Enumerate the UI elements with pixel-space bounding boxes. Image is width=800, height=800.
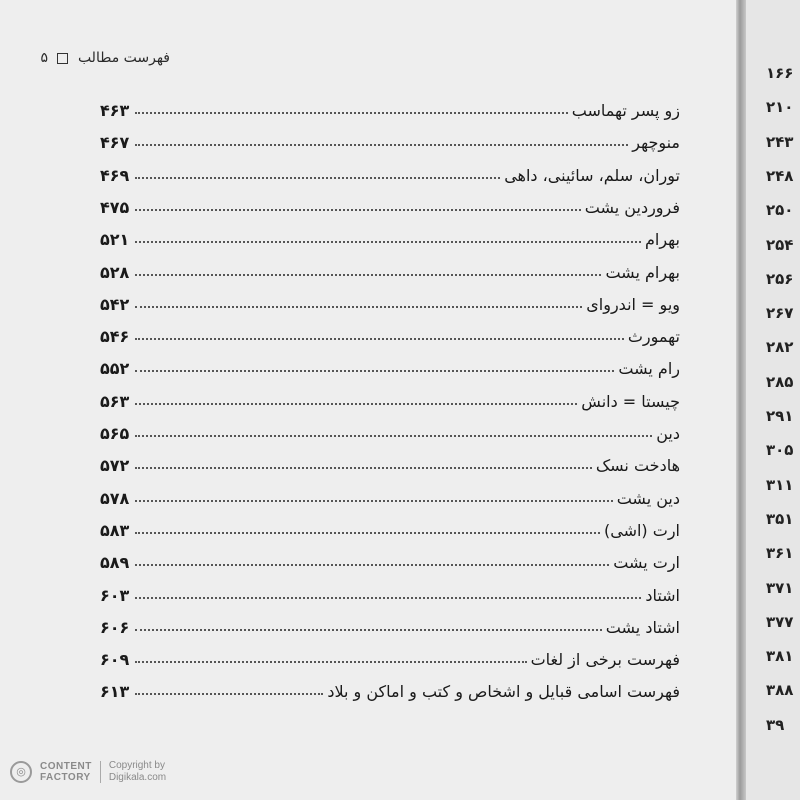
- toc-entry-title: زو پسر تهماسب: [571, 101, 680, 120]
- dot-leader: [135, 532, 600, 534]
- toc-entry: [100, 449, 680, 475]
- toc-entry: [100, 352, 680, 378]
- toc-entry-title: دین: [656, 424, 680, 443]
- toc-entry-page: ۴۶۳: [100, 101, 130, 120]
- toc-entry-page: ۵۲۱: [100, 230, 130, 250]
- toc-entry-title: ویو = اندروای: [586, 294, 680, 314]
- dot-leader: [135, 435, 652, 437]
- toc-entry-page: ۵۷۲: [100, 456, 130, 476]
- header-title: فهرست مطالب: [77, 50, 170, 66]
- facing-page-number: ۳۵۱: [766, 509, 794, 528]
- facing-page-number: ۲۴۸: [766, 166, 794, 185]
- facing-page: [746, 0, 800, 800]
- dot-leader: [135, 274, 601, 276]
- dot-leader: [135, 403, 577, 405]
- facing-page-number: ۳۹: [766, 715, 785, 734]
- toc-entry-page: ۶۰۳: [100, 585, 130, 605]
- toc-entry-page: ۵۶۵: [100, 424, 130, 443]
- toc-entry-title: بهرام یشت: [605, 262, 680, 282]
- toc-entry: [100, 288, 680, 314]
- book-spine: [736, 0, 746, 800]
- facing-page-number: ۲۸۵: [766, 372, 794, 391]
- toc-entry-page: ۵۸۳: [100, 520, 130, 540]
- dot-leader: [135, 306, 582, 308]
- watermark-divider: [100, 761, 101, 783]
- toc-entry-page: ۵۵۲: [100, 359, 130, 379]
- facing-page-number: ۳۱۱: [766, 475, 794, 494]
- toc-entry-title: فهرست اسامی قبایل و اشخاص و کتب و اماکن و بلاد: [327, 682, 680, 702]
- dot-leader: [135, 597, 641, 599]
- toc-entry-title: تهمورث: [627, 327, 680, 347]
- dot-leader: [135, 564, 609, 566]
- toc-entry: [100, 126, 680, 152]
- toc-entry: [100, 191, 680, 217]
- toc-entry-title: اشتاد یشت: [605, 617, 680, 637]
- toc-entry-title: چیستا = دانش: [581, 391, 680, 411]
- dot-leader: [135, 241, 641, 243]
- toc-entry-page: ۶۰۶: [100, 617, 130, 637]
- toc-entry-title: منوچهر: [632, 133, 680, 153]
- toc-entry-page: ۵۸۹: [100, 553, 130, 573]
- dot-leader: [135, 693, 323, 695]
- dot-leader: [135, 661, 526, 663]
- toc-entry: [100, 256, 680, 282]
- toc-entry-page: ۴۶۷: [100, 133, 130, 153]
- toc-entry-title: توران، سلم، سائینی، داهی: [504, 165, 680, 185]
- dot-leader: [135, 177, 500, 179]
- toc-entry: [100, 223, 680, 249]
- dot-leader: [135, 467, 592, 469]
- toc-entry-page: ۴۷۵: [100, 197, 130, 217]
- toc-entry: [100, 611, 680, 637]
- toc-entry-title: بهرام: [644, 230, 680, 250]
- watermark-brand: CONTENT FACTORY: [40, 761, 92, 783]
- facing-page-number: ۳۷۱: [766, 578, 794, 597]
- toc-entry: [100, 159, 680, 185]
- toc-entry-title: هادخت نسک: [595, 456, 680, 476]
- toc-entry-title: دین یشت: [616, 488, 680, 508]
- facing-page-number: ۱۶۶: [766, 64, 794, 82]
- toc-entry-page: ۵۴۶: [100, 327, 130, 347]
- toc-entry: [100, 675, 680, 701]
- toc-entry: [100, 546, 680, 572]
- toc-entry: [100, 579, 680, 605]
- page-header: [41, 50, 171, 66]
- toc-entry-page: ۵۷۸: [100, 488, 130, 508]
- content-factory-logo-icon: ◎: [10, 761, 32, 783]
- toc-entry-title: فهرست برخی از لغات: [530, 650, 680, 670]
- watermark: [10, 760, 166, 784]
- facing-page-number: ۳۰۵: [766, 441, 794, 460]
- toc-entry-page: ۶۱۳: [100, 682, 130, 702]
- facing-page-number: ۳۶۱: [766, 544, 794, 563]
- toc-entry: [100, 514, 680, 540]
- toc-entry: [100, 417, 680, 443]
- square-icon: [57, 53, 68, 64]
- toc-entry-page: ۵۶۳: [100, 391, 130, 411]
- toc-entry-page: ۶۰۹: [100, 650, 130, 670]
- toc-entry: [100, 482, 680, 508]
- dot-leader: [135, 209, 580, 211]
- header-page-number: ۵: [40, 50, 49, 66]
- dot-leader: [135, 144, 628, 146]
- facing-page-number: ۲۶۷: [766, 304, 794, 323]
- watermark-copyright: Copyright by Digikala.com: [108, 760, 167, 783]
- facing-page-number: ۲۸۲: [766, 338, 794, 357]
- toc-entry-page: ۵۲۸: [100, 262, 130, 282]
- facing-page-number: ۳۸۸: [766, 681, 794, 700]
- facing-page-number: ۲۵۶: [766, 269, 794, 288]
- facing-page-number: ۲۱۰: [766, 98, 794, 117]
- facing-page-number: ۲۵۰: [766, 201, 794, 220]
- dot-leader: [135, 338, 624, 340]
- facing-page-number: ۲۵۴: [766, 235, 794, 254]
- facing-page-number: ۳۸۱: [766, 647, 794, 666]
- toc-entry: [100, 94, 680, 120]
- toc-entry-title: ارت (اشی): [604, 520, 680, 540]
- dot-leader: [135, 370, 614, 372]
- toc-entry-title: رام یشت: [618, 359, 680, 379]
- dot-leader: [135, 629, 602, 631]
- facing-page-number: ۲۹۱: [766, 407, 794, 425]
- toc-entry-title: اشتاد: [645, 585, 680, 605]
- toc-entry-page: ۴۶۹: [100, 165, 130, 185]
- facing-page-number: ۳۷۷: [766, 612, 794, 631]
- toc-entry-title: فروردین یشت: [584, 197, 680, 217]
- toc-entry: [100, 385, 680, 411]
- toc-entry-title: ارت یشت: [613, 553, 680, 573]
- toc-entry-page: ۵۴۲: [100, 294, 130, 314]
- facing-page-number: ۲۴۳: [766, 132, 794, 151]
- toc-entry: [100, 643, 680, 669]
- dot-leader: [135, 112, 567, 114]
- dot-leader: [135, 500, 612, 502]
- toc-entry: [100, 320, 680, 346]
